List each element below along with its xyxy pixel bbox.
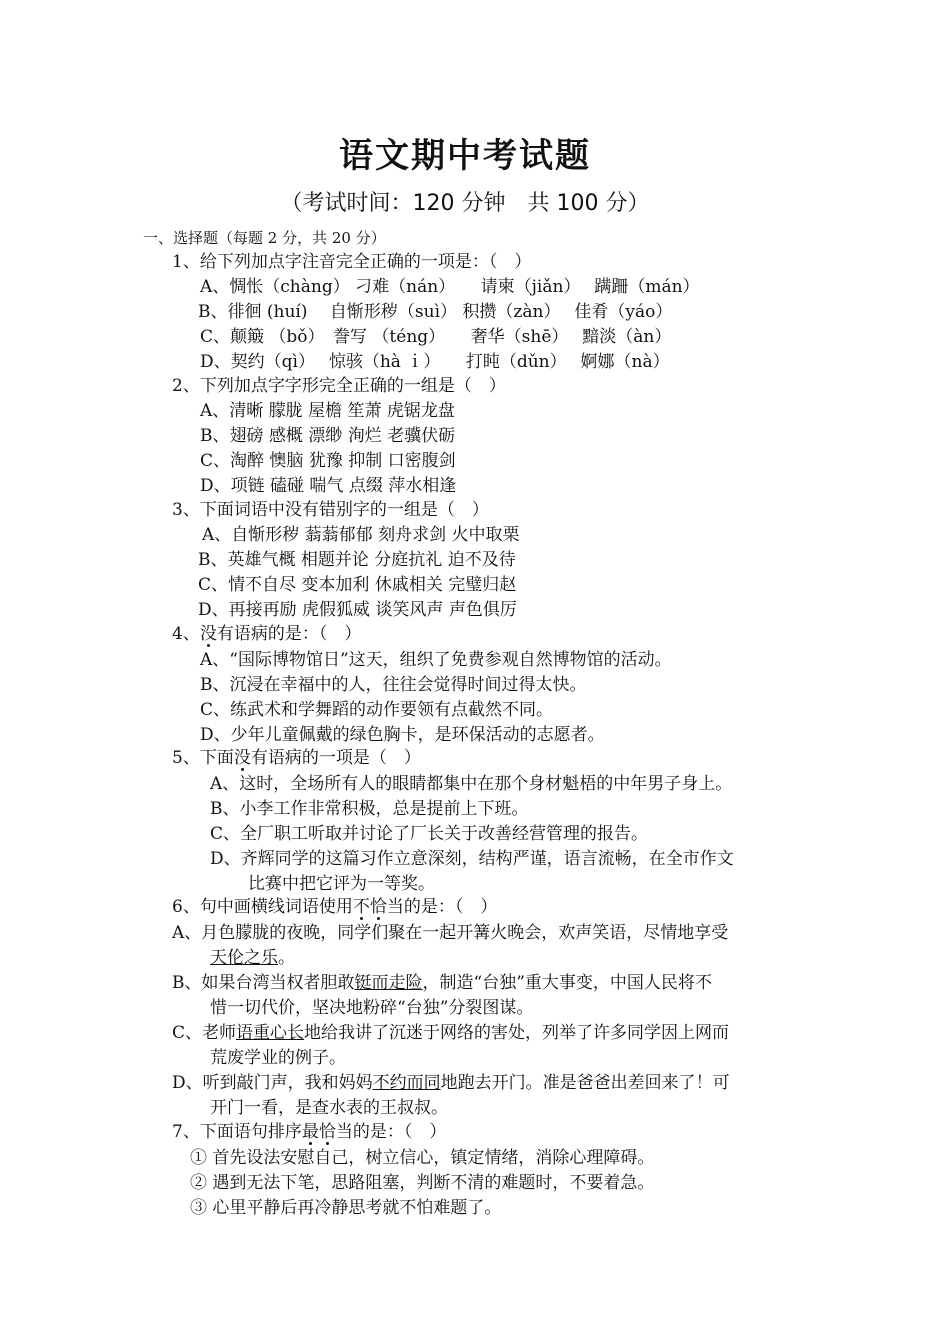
question-4-option-a: A、“国际博物馆日”这天，组织了免费参观自然博物馆的活动。 [200, 650, 672, 670]
question-1-option-a: A、惆怅（chàng） 刁难（nán） 请柬（jiǎn） 蹒跚（mán） [200, 277, 700, 297]
question-7-stem-suffix: 当的是：（ ） [335, 1122, 447, 1142]
question-6-option-b-line2: 惜一切代价，坚决地粉碎“台独”分裂图谋。 [210, 998, 534, 1018]
question-4-option-b: B、沉浸在幸福中的人，往往会觉得时间过得太快。 [200, 675, 587, 695]
question-4-dotted-char: 没 [199, 624, 217, 644]
question-6-underlined-term-d: 不约而同 [372, 1073, 441, 1093]
question-7-dotted-char-1: 最 [301, 1122, 319, 1142]
question-5-option-d-line2: 比赛中把它评为一等奖。 [248, 874, 435, 894]
question-4-option-d: D、少年儿童佩戴的绿色胸卡，是环保活动的志愿者。 [200, 725, 605, 745]
question-6-option-b-prefix: B、如果台湾当权者胆敢 [172, 973, 355, 993]
question-7-stem-prefix: 7、下面语句排序 [172, 1122, 302, 1142]
question-3-option-c: C、情不自尽 变本加利 休戚相关 完璧归赵 [198, 575, 517, 595]
question-4-stem-prefix: 4、 [172, 624, 200, 644]
question-6-stem-prefix: 6、句中画横线词语使用 [172, 897, 353, 917]
question-2-option-a: A、清晰 朦胧 屋檐 笙萧 虎锯龙盘 [200, 401, 455, 421]
question-6-option-d-line2: 开门一看，是查水表的王叔叔。 [210, 1098, 448, 1118]
question-6-dotted-char-2: 恰 [369, 897, 387, 917]
question-1-option-d: D、契约（qì） 惊骇（hà ｉ） 打盹（dǔn） 婀娜（nà） [200, 352, 670, 372]
question-7-item-1: ① 首先设法安慰自己，树立信心，镇定情绪，消除心理障碍。 [190, 1148, 655, 1168]
page-subtitle: （考试时间：120 分钟 共 100 分） [280, 191, 650, 216]
question-7-dotted-char-2: 恰 [318, 1122, 336, 1142]
question-3-stem: 3、下面词语中没有错别字的一组是（ ） [172, 500, 489, 520]
question-6-option-b-line1 [172, 971, 712, 995]
question-6-option-d-line1 [172, 1071, 730, 1095]
question-4-option-c: C、练武术和学舞蹈的动作要领有点截然不同。 [200, 700, 554, 720]
question-6-underlined-term-c: 语重心长 [236, 1023, 305, 1043]
question-1-stem: 1、给下列加点字注音完全正确的一项是：（ ） [172, 252, 532, 272]
question-3-option-b: B、英雄气概 相题并论 分庭抗礼 迫不及待 [198, 550, 516, 570]
section-heading: 一、选择题（每题 2 分，共 20 分） [143, 229, 386, 247]
question-5-dotted-char: 没 [233, 748, 251, 768]
question-6-stem-suffix: 当的是：（ ） [386, 897, 498, 917]
question-7-stem [172, 1120, 446, 1144]
question-6-option-d-suffix: 地跑去开门。准是爸爸出差回来了！可 [440, 1073, 730, 1093]
question-7-item-3: ③ 心里平静后再冷静思考就不怕难题了。 [190, 1198, 502, 1218]
question-2-option-d: D、项链 磕碰 喘气 点缀 萍水相逢 [200, 476, 457, 496]
question-6-underlined-term-b: 铤而走险 [354, 973, 423, 993]
question-2-option-c: C、淘醉 懊脑 犹豫 抑制 口密腹剑 [200, 451, 456, 471]
question-6-option-c-line2: 荒废学业的例子。 [210, 1048, 346, 1068]
question-3-option-a: A、自惭形秽 蓊蓊郁郁 刻舟求剑 火中取栗 [202, 525, 520, 545]
question-5-option-b: B、小李工作非常积极，总是提前上下班。 [210, 799, 529, 819]
question-5-option-c: C、全厂职工听取并讨论了厂长关于改善经营管理的报告。 [210, 824, 649, 844]
question-6-underlined-term-a: 天伦之乐 [210, 948, 278, 968]
question-6-dotted-char-1: 不 [352, 897, 370, 917]
question-2-stem: 2、下列加点字字形完全正确的一组是（ ） [172, 376, 506, 396]
question-1-option-c: C、颠簸 （bǒ） 誊写 （téng） 奢华（shē） 黯淡（àn） [200, 327, 672, 347]
question-6-option-a-line1: A、月色朦胧的夜晚，同学们聚在一起开篝火晚会，欢声笑语，尽情地享受 [172, 923, 729, 943]
question-5-stem-prefix: 5、下面 [172, 748, 234, 768]
question-6-option-b-suffix: ，制造“台独”重大事变，中国人民将不 [422, 973, 712, 993]
question-5-option-d-line1: D、齐辉同学的这篇习作立意深刻，结构严谨，语言流畅，在全市作文 [210, 849, 734, 869]
question-6-option-c-suffix: 地给我讲了沉迷于网络的害处，列举了许多同学因上网而 [304, 1023, 730, 1043]
question-4-stem [172, 622, 361, 646]
question-6-option-c-line1 [172, 1021, 729, 1045]
question-3-option-d: D、再接再励 虎假狐威 谈笑风声 声色俱厉 [198, 600, 517, 620]
question-7-item-2: ② 遇到无法下笔，思路阻塞，判断不清的难题时，不要着急。 [190, 1173, 655, 1193]
page-title: 语文期中考试题 [339, 136, 591, 176]
question-6-option-a-line2 [210, 946, 295, 970]
question-6-stem [172, 895, 497, 919]
question-6-option-d-prefix: D、听到敲门声，我和妈妈 [172, 1073, 373, 1093]
question-1-option-b: B、徘徊 (huí) 自惭形秽（suì） 积攒（zàn） 佳肴（yáo） [198, 302, 673, 322]
question-5-stem-suffix: 有语病的一项是（ ） [250, 748, 421, 768]
question-6-option-c-prefix: C、老师 [172, 1023, 237, 1043]
question-5-stem [172, 746, 421, 770]
question-2-option-b: B、翅磅 感概 漂缈 洵烂 老骥伏砺 [200, 426, 456, 446]
question-5-option-a: A、这时，全场所有人的眼睛都集中在那个身材魁梧的中年男子身上。 [210, 774, 733, 794]
question-6-option-a-end: 。 [278, 948, 295, 968]
question-4-stem-suffix: 有语病的是：（ ） [216, 624, 362, 644]
